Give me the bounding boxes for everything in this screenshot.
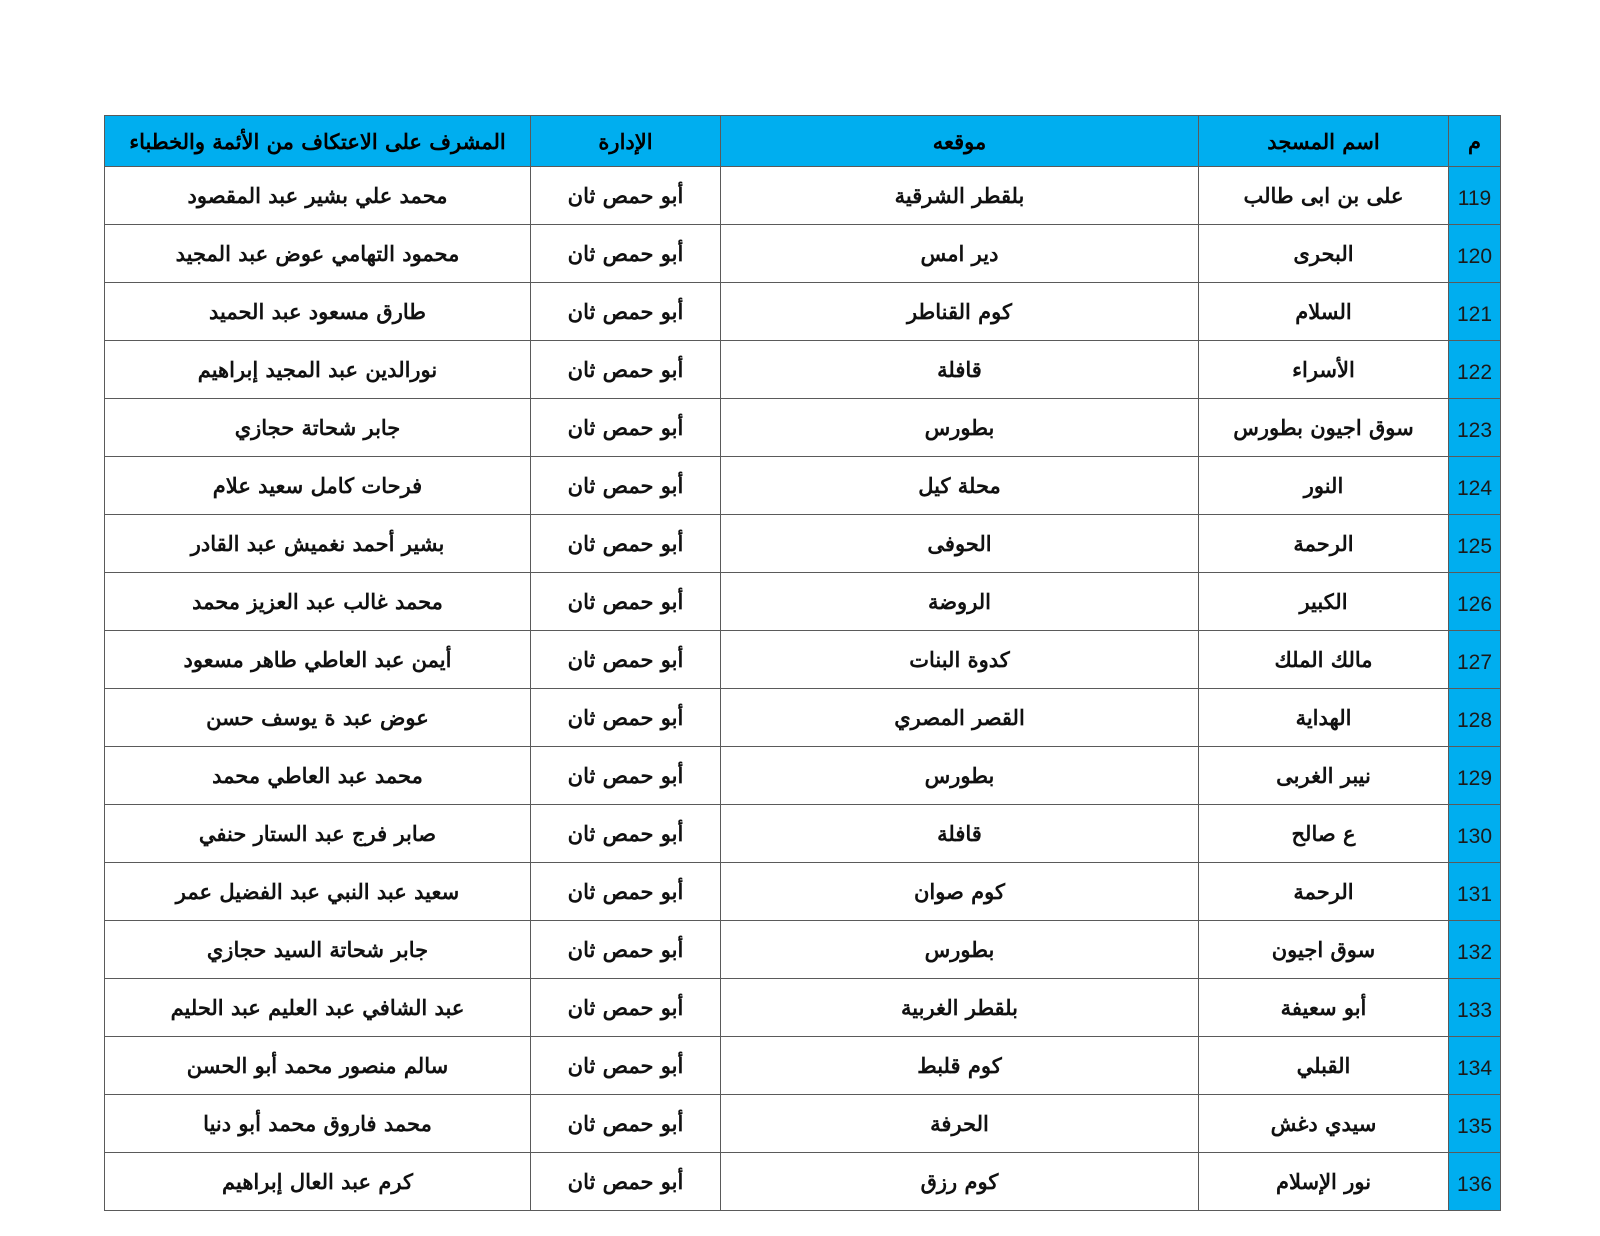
supervisor-cell: أيمن عبد العاطي طاهر مسعود bbox=[105, 631, 531, 689]
row-number: 121 bbox=[1449, 283, 1501, 341]
supervisor-cell: محمد علي بشير عبد المقصود bbox=[105, 167, 531, 225]
supervisor-cell: جابر شحاتة حجازي bbox=[105, 399, 531, 457]
table-row bbox=[105, 341, 1501, 399]
table-body bbox=[105, 167, 1501, 1211]
table-row bbox=[105, 631, 1501, 689]
mosque-name-cell: سوق اجيون bbox=[1199, 921, 1449, 979]
mosque-name-cell: سوق اجيون بطورس bbox=[1199, 399, 1449, 457]
table-row bbox=[105, 979, 1501, 1037]
table-row bbox=[105, 1037, 1501, 1095]
department-cell: أبو حمص ثان bbox=[531, 805, 721, 863]
header-supervisor: المشرف على الاعتكاف من الأئمة والخطباء bbox=[105, 116, 531, 167]
row-number: 134 bbox=[1449, 1037, 1501, 1095]
supervisor-cell: سالم منصور محمد أبو الحسن bbox=[105, 1037, 531, 1095]
location-cell: بلقطر الغربية bbox=[721, 979, 1199, 1037]
department-cell: أبو حمص ثان bbox=[531, 515, 721, 573]
department-cell: أبو حمص ثان bbox=[531, 1153, 721, 1211]
row-number: 135 bbox=[1449, 1095, 1501, 1153]
table-row bbox=[105, 1153, 1501, 1211]
location-cell: كوم القناطر bbox=[721, 283, 1199, 341]
location-cell: بطورس bbox=[721, 747, 1199, 805]
mosque-supervisors-table bbox=[104, 115, 1501, 1211]
mosque-name-cell: على بن ابى طالب bbox=[1199, 167, 1449, 225]
table-row bbox=[105, 399, 1501, 457]
table-row bbox=[105, 689, 1501, 747]
mosque-name-cell: النور bbox=[1199, 457, 1449, 515]
mosque-name-cell: نور الإسلام bbox=[1199, 1153, 1449, 1211]
row-number: 127 bbox=[1449, 631, 1501, 689]
department-cell: أبو حمص ثان bbox=[531, 457, 721, 515]
row-number: 132 bbox=[1449, 921, 1501, 979]
row-number: 119 bbox=[1449, 167, 1501, 225]
document-page bbox=[104, 115, 1500, 1211]
department-cell: أبو حمص ثان bbox=[531, 283, 721, 341]
location-cell: محلة كيل bbox=[721, 457, 1199, 515]
row-number: 120 bbox=[1449, 225, 1501, 283]
row-number: 129 bbox=[1449, 747, 1501, 805]
supervisor-cell: عبد الشافي عبد العليم عبد الحليم bbox=[105, 979, 531, 1037]
location-cell: الروضة bbox=[721, 573, 1199, 631]
table-row bbox=[105, 283, 1501, 341]
department-cell: أبو حمص ثان bbox=[531, 399, 721, 457]
mosque-name-cell: نيبر الغربى bbox=[1199, 747, 1449, 805]
department-cell: أبو حمص ثان bbox=[531, 921, 721, 979]
location-cell: كوم قلبط bbox=[721, 1037, 1199, 1095]
location-cell: قافلة bbox=[721, 341, 1199, 399]
department-cell: أبو حمص ثان bbox=[531, 1037, 721, 1095]
mosque-name-cell: الرحمة bbox=[1199, 515, 1449, 573]
row-number: 124 bbox=[1449, 457, 1501, 515]
supervisor-cell: محمود التهامي عوض عبد المجيد bbox=[105, 225, 531, 283]
department-cell: أبو حمص ثان bbox=[531, 573, 721, 631]
supervisor-cell: محمد غالب عبد العزيز محمد bbox=[105, 573, 531, 631]
row-number: 133 bbox=[1449, 979, 1501, 1037]
department-cell: أبو حمص ثان bbox=[531, 979, 721, 1037]
row-number: 122 bbox=[1449, 341, 1501, 399]
mosque-name-cell: البحرى bbox=[1199, 225, 1449, 283]
header-mosque-name: اسم المسجد bbox=[1199, 116, 1449, 167]
department-cell: أبو حمص ثان bbox=[531, 167, 721, 225]
row-number: 130 bbox=[1449, 805, 1501, 863]
row-number: 126 bbox=[1449, 573, 1501, 631]
header-location: موقعه bbox=[721, 116, 1199, 167]
mosque-name-cell: الكبير bbox=[1199, 573, 1449, 631]
department-cell: أبو حمص ثان bbox=[531, 863, 721, 921]
table-row bbox=[105, 863, 1501, 921]
table-header-row bbox=[105, 116, 1501, 167]
location-cell: بطورس bbox=[721, 921, 1199, 979]
mosque-name-cell: مالك الملك bbox=[1199, 631, 1449, 689]
supervisor-cell: كرم عبد العال إبراهيم bbox=[105, 1153, 531, 1211]
location-cell: الحرفة bbox=[721, 1095, 1199, 1153]
location-cell: كدوة البنات bbox=[721, 631, 1199, 689]
department-cell: أبو حمص ثان bbox=[531, 225, 721, 283]
location-cell: كوم صوان bbox=[721, 863, 1199, 921]
department-cell: أبو حمص ثان bbox=[531, 1095, 721, 1153]
supervisor-cell: بشير أحمد نغميش عبد القادر bbox=[105, 515, 531, 573]
row-number: 136 bbox=[1449, 1153, 1501, 1211]
row-number: 131 bbox=[1449, 863, 1501, 921]
mosque-name-cell: القبلي bbox=[1199, 1037, 1449, 1095]
location-cell: القصر المصري bbox=[721, 689, 1199, 747]
department-cell: أبو حمص ثان bbox=[531, 631, 721, 689]
mosque-name-cell: أبو سعيفة bbox=[1199, 979, 1449, 1037]
supervisor-cell: محمد فاروق محمد أبو دنيا bbox=[105, 1095, 531, 1153]
table-row bbox=[105, 1095, 1501, 1153]
row-number: 125 bbox=[1449, 515, 1501, 573]
mosque-name-cell: الهداية bbox=[1199, 689, 1449, 747]
supervisor-cell: نورالدين عبد المجيد إبراهيم bbox=[105, 341, 531, 399]
mosque-name-cell: سيدي دغش bbox=[1199, 1095, 1449, 1153]
row-number: 128 bbox=[1449, 689, 1501, 747]
location-cell: بطورس bbox=[721, 399, 1199, 457]
table-row bbox=[105, 805, 1501, 863]
table-row bbox=[105, 167, 1501, 225]
location-cell: دير امس bbox=[721, 225, 1199, 283]
header-number: م bbox=[1449, 116, 1501, 167]
header-department: الإدارة bbox=[531, 116, 721, 167]
supervisor-cell: فرحات كامل سعيد علام bbox=[105, 457, 531, 515]
mosque-name-cell: الرحمة bbox=[1199, 863, 1449, 921]
mosque-name-cell: السلام bbox=[1199, 283, 1449, 341]
location-cell: قافلة bbox=[721, 805, 1199, 863]
table-row bbox=[105, 457, 1501, 515]
location-cell: كوم رزق bbox=[721, 1153, 1199, 1211]
department-cell: أبو حمص ثان bbox=[531, 341, 721, 399]
location-cell: الحوفى bbox=[721, 515, 1199, 573]
supervisor-cell: صابر فرج عبد الستار حنفي bbox=[105, 805, 531, 863]
location-cell: بلقطر الشرقية bbox=[721, 167, 1199, 225]
table-row bbox=[105, 573, 1501, 631]
table-row bbox=[105, 921, 1501, 979]
supervisor-cell: سعيد عبد النبي عبد الفضيل عمر bbox=[105, 863, 531, 921]
department-cell: أبو حمص ثان bbox=[531, 747, 721, 805]
supervisor-cell: عوض عبد ة يوسف حسن bbox=[105, 689, 531, 747]
supervisor-cell: جابر شحاتة السيد حجازي bbox=[105, 921, 531, 979]
table-row bbox=[105, 515, 1501, 573]
mosque-name-cell: ع صالح bbox=[1199, 805, 1449, 863]
department-cell: أبو حمص ثان bbox=[531, 689, 721, 747]
row-number: 123 bbox=[1449, 399, 1501, 457]
table-row bbox=[105, 747, 1501, 805]
supervisor-cell: طارق مسعود عبد الحميد bbox=[105, 283, 531, 341]
supervisor-cell: محمد عبد العاطي محمد bbox=[105, 747, 531, 805]
table-row bbox=[105, 225, 1501, 283]
mosque-name-cell: الأسراء bbox=[1199, 341, 1449, 399]
